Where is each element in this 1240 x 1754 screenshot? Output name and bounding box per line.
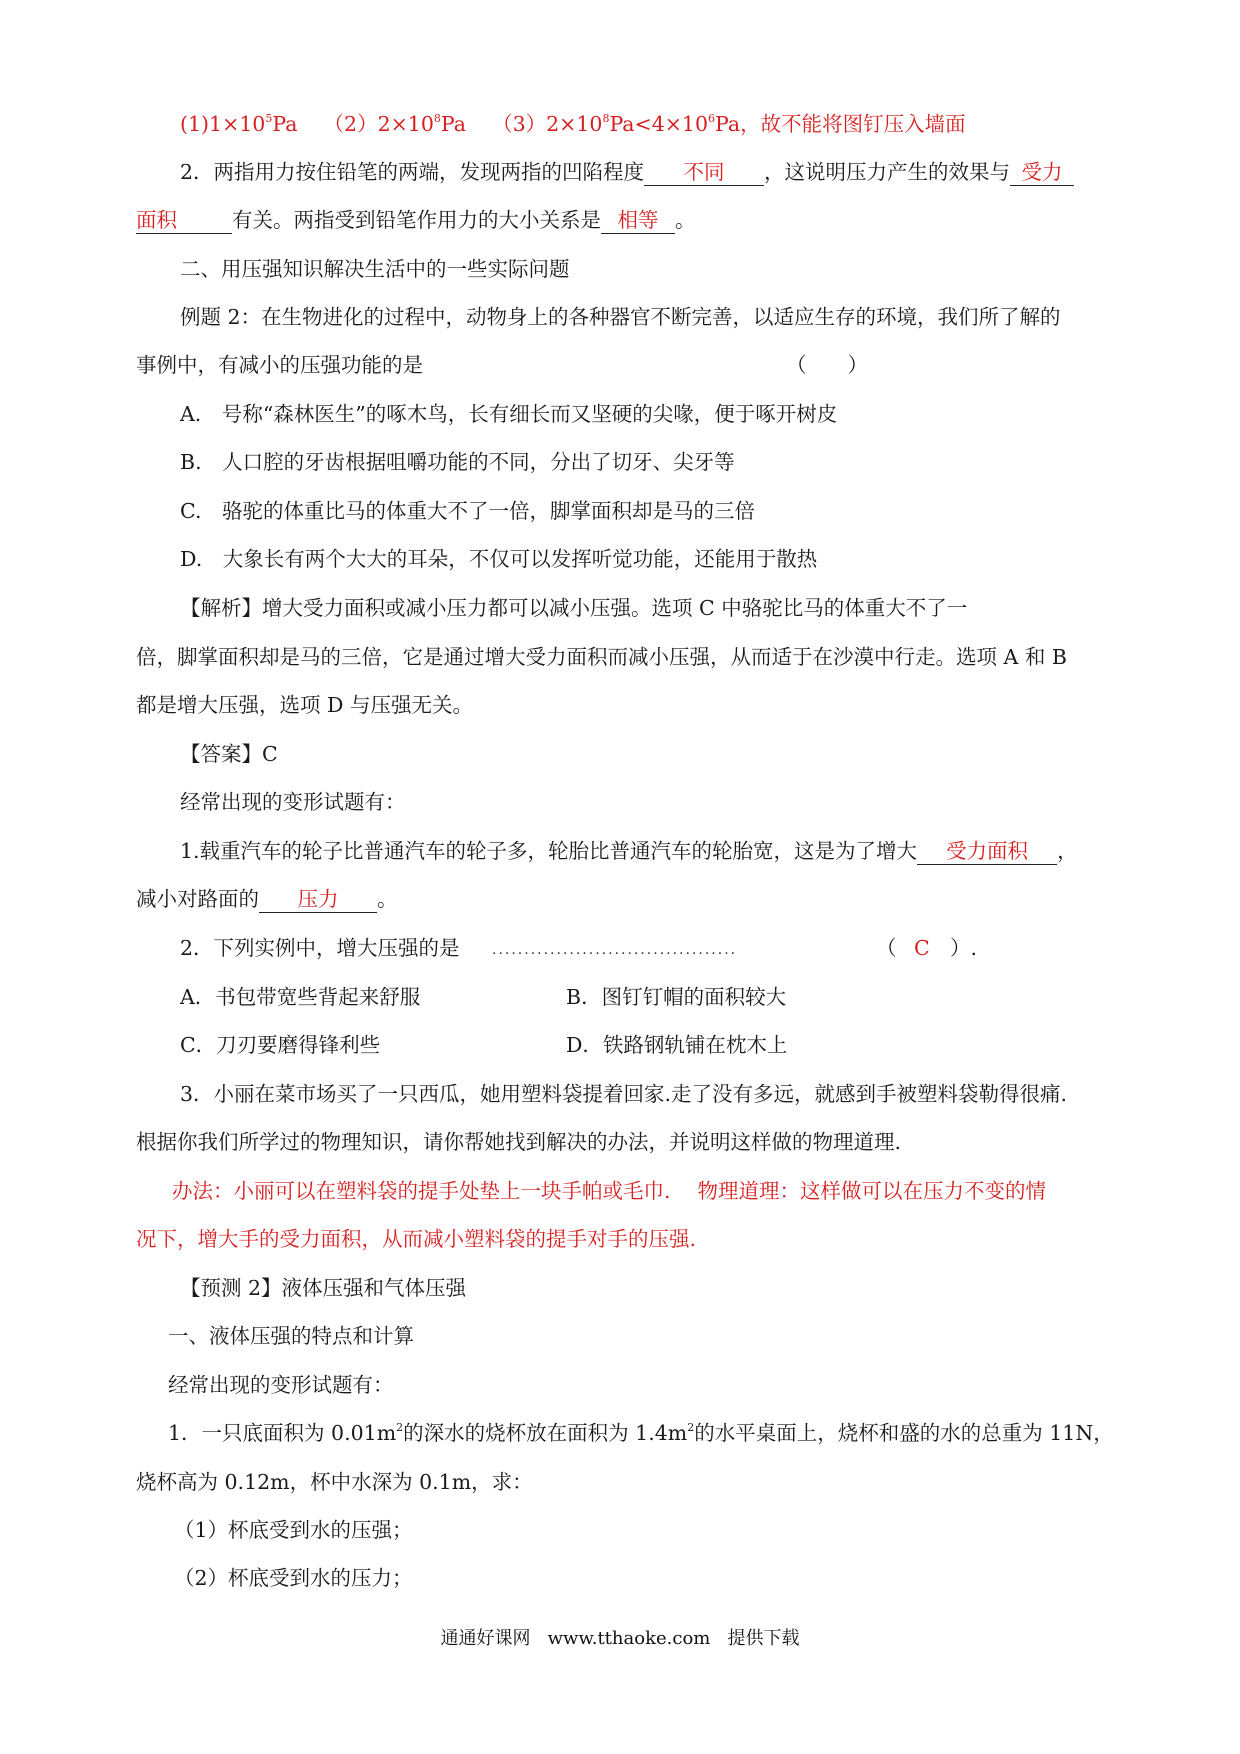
question-text: 事例中，有减小的压强功能的是 [136,353,423,377]
blank-answer: 压力 [297,887,339,911]
question-text: 2．下列实例中，增大压强的是 [180,936,460,960]
prediction-heading: 【预测 2】液体压强和气体压强 [180,1276,467,1300]
blank-answer: 相等 [617,208,659,232]
problem-1-line-2: 烧杯高为 0.12m，杯中水深为 0.1m，求： [136,1470,533,1494]
answer-bracket: （ [876,936,897,960]
question-text: 有关。两指受到铅笔作用力的大小关系是 [232,208,601,232]
question-text: ， [1057,839,1078,863]
answer-text: （3）2×10 [492,112,603,136]
exponent: 8 [602,112,610,125]
answer-text: Pa [440,112,466,136]
analysis-line-1: 【解析】增大受力面积或减小压力都可以减小压强。选项 C 中骆驼比马的体重大不了一 [180,596,968,620]
fill-blank [601,207,675,234]
option-a: A. 号称“森林医生”的啄木鸟，长有细长而又坚硬的尖喙，便于啄开树皮 [180,402,838,426]
option-b: B．图钉钉帽的面积较大 [566,985,787,1009]
footer-url: www.tthaoke.com [547,1628,711,1649]
problem-1-line-1 [168,1419,1124,1447]
answer-bracket: （ ） [786,353,868,377]
blank-answer: 不同 [683,160,725,184]
fill-blank [644,159,764,186]
exponent: 2 [687,1421,695,1434]
variant-heading: 经常出现的变形试题有： [180,790,406,814]
fill-blank [1010,159,1074,186]
question-text: 2．两指用力按住铅笔的两端，发现两指的凹陷程度 [180,160,645,184]
question-text: 1.载重汽车的轮子比普通汽车的轮子多，轮胎比普通汽车的轮胎宽，这是为了增大 [180,839,918,863]
answer-line-1 [180,110,1124,138]
blank-answer: 受力面积 [946,839,1029,863]
question-text: ，这说明压力产生的效果与 [764,160,1011,184]
section-heading: 二、用压强知识解决生活中的一些实际问题 [180,257,570,281]
question-text: 减小对路面的 [136,887,259,911]
variant-3-solution-2: 况下，增大手的受力面积，从而减小塑料袋的提手对手的压强. [136,1227,697,1251]
variant-heading-2: 经常出现的变形试题有： [168,1373,394,1397]
variant-1-line-1 [180,837,1124,865]
variant-2-question [180,934,1124,962]
question-2-line-1 [180,158,1124,186]
variant-3-line-2: 根据你我们所学过的物理知识，请你帮她找到解决的办法，并说明这样做的物理道理. [136,1130,902,1154]
variant-3-solution-1: 办法：小丽可以在塑料袋的提手处垫上一块手帕或毛巾. 物理道理：这样做可以在压力不变的情 [172,1179,1047,1203]
section-heading-liquid: 一、液体压强的特点和计算 [168,1324,414,1348]
answer-text: （2）2×10 [323,112,434,136]
blank-answer: 面积 [136,208,177,232]
question-text: 。 [377,887,398,911]
fill-blank [136,207,232,234]
dot-leader: ...................................... [492,942,738,958]
option-c: C. 骆驼的体重比马的体重大不了一倍，脚掌面积却是马的三倍 [180,499,755,523]
exponent: 8 [433,112,441,125]
problem-1-sub-1: （1）杯底受到水的压强； [174,1518,413,1542]
variant-3-line-1: 3．小丽在菜市场买了一只西瓜，她用塑料袋提着回家.走了没有多远，就感到手被塑料袋勒得很痛. [180,1082,1068,1106]
question-text: 1．一只底面积为 0.01m [168,1421,397,1445]
blank-answer: 受力 [1021,160,1063,184]
answer-text: Pa，故不能将图钉压入墙面 [715,112,966,136]
exponent: 2 [396,1421,404,1434]
footer-text: 提供下载 [727,1628,800,1649]
exponent: 6 [708,112,716,125]
question-2-line-2 [136,206,1124,234]
variant-1-line-2 [136,885,1124,913]
question-text: 。 [675,208,696,232]
choice-answer: C [914,936,930,960]
option-a: A．书包带宽些背起来舒服 [180,985,421,1009]
option-c: C．刀刃要磨得锋利些 [180,1033,381,1057]
example-2-line-2 [136,351,1124,379]
answer-text: Pa [272,112,298,136]
page-footer [0,1626,1240,1652]
answer-label: 【答案】C [180,742,278,766]
footer-site-name: 通通好课网 [440,1628,531,1649]
question-text: 的深水的烧杯放在面积为 1.4m [403,1421,688,1445]
fill-blank [917,838,1057,865]
exponent: 5 [265,112,273,125]
example-2-line-1: 例题 2：在生物进化的过程中，动物身上的各种器官不断完善，以适应生存的环境，我们所了解的 [180,305,1061,329]
analysis-line-2: 倍，脚掌面积却是马的三倍，它是通过增大受力面积而减小压强，从而适于在沙漠中行走。选项 A 和 B [136,645,1067,669]
answer-text: (1)1×10 [180,112,266,136]
problem-1-sub-2: （2）杯底受到水的压力； [174,1566,413,1590]
variant-2-options-row-2 [180,1031,1124,1059]
answer-text: Pa<4×10 [609,112,709,136]
question-text: 的水平桌面上，烧杯和盛的水的总重为 11N， [694,1421,1114,1445]
analysis-line-3: 都是增大压强，选项 D 与压强无关。 [136,693,473,717]
fill-blank [259,886,377,913]
option-d: D．铁路钢轨铺在枕木上 [566,1033,788,1057]
option-b: B. 人口腔的牙齿根据咀嚼功能的不同，分出了切牙、尖牙等 [180,450,735,474]
answer-bracket: ）. [950,936,978,960]
variant-2-options-row-1 [180,983,1124,1011]
option-d: D. 大象长有两个大大的耳朵，不仅可以发挥听觉功能，还能用于散热 [180,547,818,571]
